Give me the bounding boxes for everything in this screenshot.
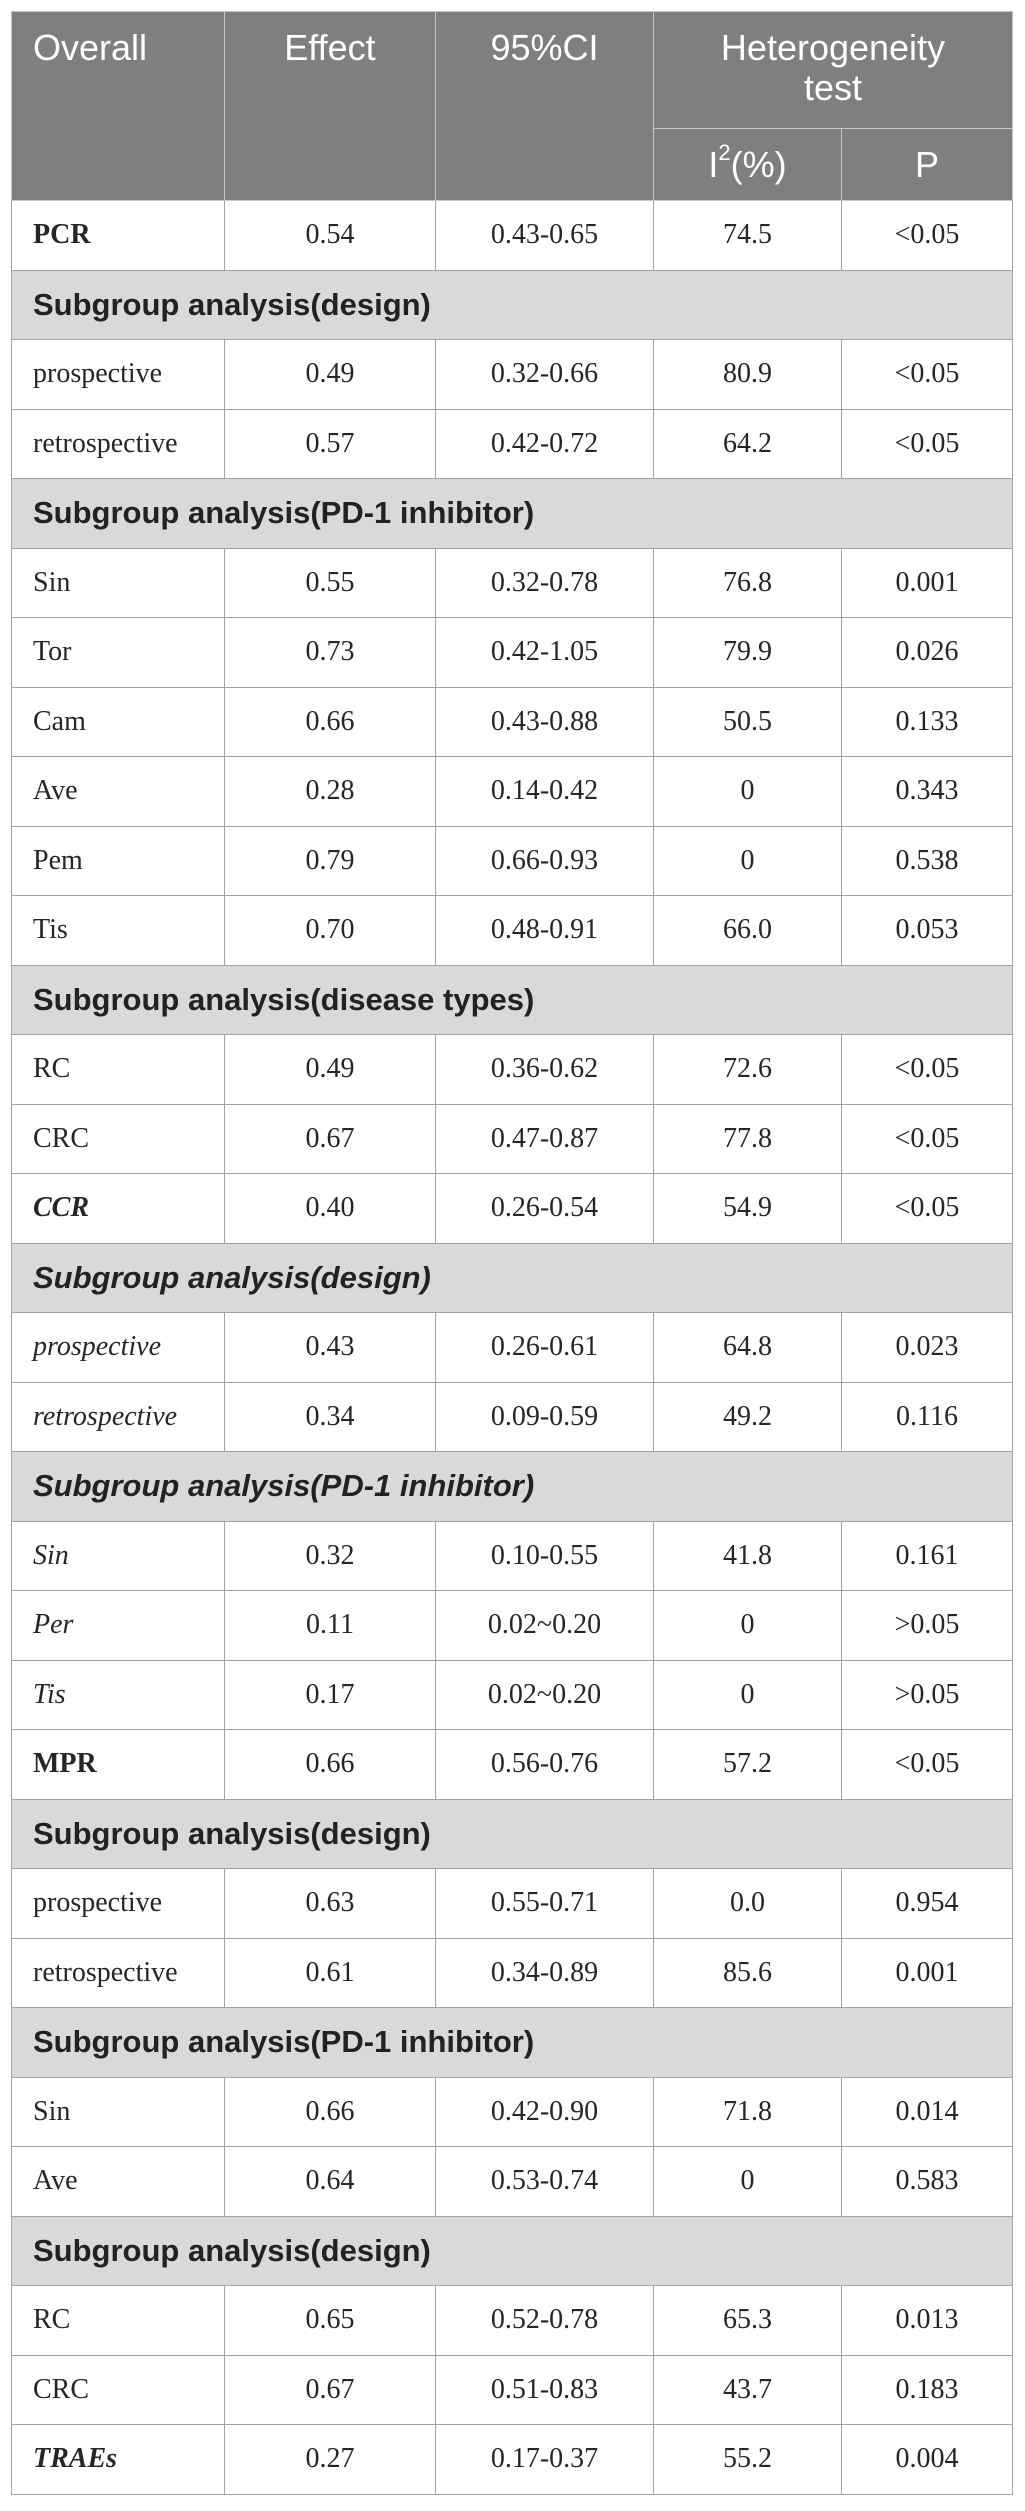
table-row [12,1869,1013,1939]
cell-effect: 0.67 [225,2355,436,2425]
cell-effect: 0.27 [225,2425,436,2495]
table-row [12,1313,1013,1383]
cell-ci: 0.26-0.61 [436,1313,654,1383]
table-row [12,2425,1013,2495]
table-row [12,2286,1013,2356]
cell-i2: 0 [654,1591,842,1661]
cell-effect: 0.66 [225,687,436,757]
cell-effect: 0.73 [225,618,436,688]
cell-effect: 0.70 [225,896,436,966]
i2-superscript: 2 [718,139,731,165]
cell-effect: 0.40 [225,1174,436,1244]
subgroup-label: Subgroup analysis(design) [12,2216,1013,2286]
table-row [12,409,1013,479]
cell-effect: 0.28 [225,757,436,827]
cell-ci: 0.34-0.89 [436,1938,654,2008]
cell-label: Cam [12,687,225,757]
cell-p: >0.05 [842,1660,1013,1730]
cell-effect: 0.54 [225,201,436,271]
cell-p: 0.954 [842,1869,1013,1939]
cell-p: 0.023 [842,1313,1013,1383]
table-row [12,1104,1013,1174]
cell-effect: 0.67 [225,1104,436,1174]
cell-effect: 0.34 [225,1382,436,1452]
cell-label: CRC [12,1104,225,1174]
cell-label: MPR [12,1730,225,1800]
cell-label: Ave [12,2147,225,2217]
table-row [12,687,1013,757]
cell-ci: 0.09-0.59 [436,1382,654,1452]
table-row [12,1591,1013,1661]
cell-i2: 43.7 [654,2355,842,2425]
cell-label: RC [12,2286,225,2356]
cell-ci: 0.43-0.65 [436,201,654,271]
table-row [12,1660,1013,1730]
subgroup-row [12,2216,1013,2286]
subgroup-row [12,1799,1013,1869]
cell-i2: 65.3 [654,2286,842,2356]
cell-i2: 71.8 [654,2077,842,2147]
cell-label: Tis [12,1660,225,1730]
cell-p: 0.133 [842,687,1013,757]
cell-p: 0.161 [842,1521,1013,1591]
subgroup-label: Subgroup analysis(PD-1 inhibitor) [12,479,1013,549]
cell-ci: 0.51-0.83 [436,2355,654,2425]
cell-effect: 0.43 [225,1313,436,1383]
cell-label: TRAEs [12,2425,225,2495]
cell-label: PCR [12,201,225,271]
table-row [12,2147,1013,2217]
cell-i2: 74.5 [654,201,842,271]
cell-i2: 49.2 [654,1382,842,1452]
table-row [12,826,1013,896]
cell-p: <0.05 [842,1730,1013,1800]
cell-i2: 41.8 [654,1521,842,1591]
cell-label: prospective [12,340,225,410]
cell-i2: 50.5 [654,687,842,757]
cell-i2: 57.2 [654,1730,842,1800]
cell-effect: 0.65 [225,2286,436,2356]
cell-effect: 0.49 [225,1035,436,1105]
table-row [12,340,1013,410]
cell-effect: 0.61 [225,1938,436,2008]
cell-label: Sin [12,2077,225,2147]
cell-ci: 0.55-0.71 [436,1869,654,1939]
subgroup-row [12,965,1013,1035]
header-heterogeneity-label: Heterogeneity test [720,27,946,108]
cell-p: <0.05 [842,409,1013,479]
cell-i2: 0.0 [654,1869,842,1939]
i2-unit: (%) [730,143,787,185]
cell-i2: 55.2 [654,2425,842,2495]
cell-i2: 66.0 [654,896,842,966]
cell-effect: 0.63 [225,1869,436,1939]
subgroup-label: Subgroup analysis(design) [12,1799,1013,1869]
cell-i2: 0 [654,1660,842,1730]
cell-p: <0.05 [842,340,1013,410]
cell-i2: 77.8 [654,1104,842,1174]
cell-p: >0.05 [842,1591,1013,1661]
header-heterogeneity [654,12,1013,129]
cell-p: 0.116 [842,1382,1013,1452]
table-row [12,1521,1013,1591]
subgroup-label: Subgroup analysis(PD-1 inhibitor) [12,2008,1013,2078]
subgroup-row [12,479,1013,549]
cell-effect: 0.57 [225,409,436,479]
cell-ci: 0.42-0.90 [436,2077,654,2147]
cell-effect: 0.79 [225,826,436,896]
cell-label: prospective [12,1869,225,1939]
cell-label: CCR [12,1174,225,1244]
cell-i2: 80.9 [654,340,842,410]
cell-ci: 0.56-0.76 [436,1730,654,1800]
cell-i2: 85.6 [654,1938,842,2008]
table-row [12,1035,1013,1105]
cell-p: 0.001 [842,1938,1013,2008]
cell-label: Sin [12,1521,225,1591]
header-row [12,12,1013,129]
cell-i2: 72.6 [654,1035,842,1105]
cell-ci: 0.14-0.42 [436,757,654,827]
cell-i2: 64.2 [654,409,842,479]
header-p: P [842,129,1013,201]
cell-p: <0.05 [842,1174,1013,1244]
cell-label: prospective [12,1313,225,1383]
table-row [12,548,1013,618]
subgroup-row [12,1243,1013,1313]
table-row [12,1730,1013,1800]
cell-i2: 76.8 [654,548,842,618]
cell-effect: 0.11 [225,1591,436,1661]
cell-ci: 0.43-0.88 [436,687,654,757]
subgroup-row [12,2008,1013,2078]
cell-label: Pem [12,826,225,896]
cell-ci: 0.42-0.72 [436,409,654,479]
cell-effect: 0.64 [225,2147,436,2217]
cell-i2: 0 [654,2147,842,2217]
i2-base: I [708,143,719,185]
cell-p: 0.004 [842,2425,1013,2495]
cell-ci: 0.02~0.20 [436,1660,654,1730]
table-row [12,896,1013,966]
cell-ci: 0.17-0.37 [436,2425,654,2495]
cell-p: 0.183 [842,2355,1013,2425]
cell-effect: 0.66 [225,2077,436,2147]
cell-ci: 0.53-0.74 [436,2147,654,2217]
subgroup-row [12,270,1013,340]
cell-p: 0.001 [842,548,1013,618]
cell-effect: 0.55 [225,548,436,618]
cell-ci: 0.42-1.05 [436,618,654,688]
table-row [12,2355,1013,2425]
cell-ci: 0.32-0.78 [436,548,654,618]
subgroup-row [12,1452,1013,1522]
cell-label: Ave [12,757,225,827]
cell-label: Tor [12,618,225,688]
cell-p: 0.583 [842,2147,1013,2217]
cell-ci: 0.02~0.20 [436,1591,654,1661]
cell-ci: 0.26-0.54 [436,1174,654,1244]
cell-i2: 64.8 [654,1313,842,1383]
cell-p: <0.05 [842,1104,1013,1174]
table-row [12,1382,1013,1452]
table-row [12,1174,1013,1244]
cell-effect: 0.17 [225,1660,436,1730]
cell-p: 0.053 [842,896,1013,966]
cell-effect: 0.66 [225,1730,436,1800]
cell-i2: 0 [654,826,842,896]
cell-label: retrospective [12,1938,225,2008]
header-ci: 95%CI [436,12,654,201]
cell-ci: 0.52-0.78 [436,2286,654,2356]
table-row [12,1938,1013,2008]
table-row [12,757,1013,827]
cell-p: 0.343 [842,757,1013,827]
cell-ci: 0.36-0.62 [436,1035,654,1105]
cell-ci: 0.47-0.87 [436,1104,654,1174]
cell-p: 0.538 [842,826,1013,896]
header-overall: Overall [12,12,225,201]
cell-ci: 0.48-0.91 [436,896,654,966]
header-effect: Effect [225,12,436,201]
cell-label: retrospective [12,1382,225,1452]
cell-p: <0.05 [842,1035,1013,1105]
cell-label: Tis [12,896,225,966]
header-i2 [654,129,842,201]
subgroup-label: Subgroup analysis(disease types) [12,965,1013,1035]
cell-p: 0.014 [842,2077,1013,2147]
cell-i2: 79.9 [654,618,842,688]
cell-i2: 54.9 [654,1174,842,1244]
cell-i2: 0 [654,757,842,827]
table-row [12,618,1013,688]
cell-ci: 0.10-0.55 [436,1521,654,1591]
cell-ci: 0.32-0.66 [436,340,654,410]
subgroup-label: Subgroup analysis(PD-1 inhibitor) [12,1452,1013,1522]
cell-label: Per [12,1591,225,1661]
cell-effect: 0.32 [225,1521,436,1591]
cell-label: retrospective [12,409,225,479]
cell-label: Sin [12,548,225,618]
table-row [12,2077,1013,2147]
cell-p: 0.026 [842,618,1013,688]
subgroup-label: Subgroup analysis(design) [12,1243,1013,1313]
cell-p: <0.05 [842,201,1013,271]
subgroup-label: Subgroup analysis(design) [12,270,1013,340]
cell-p: 0.013 [842,2286,1013,2356]
cell-ci: 0.66-0.93 [436,826,654,896]
cell-label: CRC [12,2355,225,2425]
table-row [12,201,1013,271]
results-table [11,11,1013,2495]
cell-label: RC [12,1035,225,1105]
cell-effect: 0.49 [225,340,436,410]
